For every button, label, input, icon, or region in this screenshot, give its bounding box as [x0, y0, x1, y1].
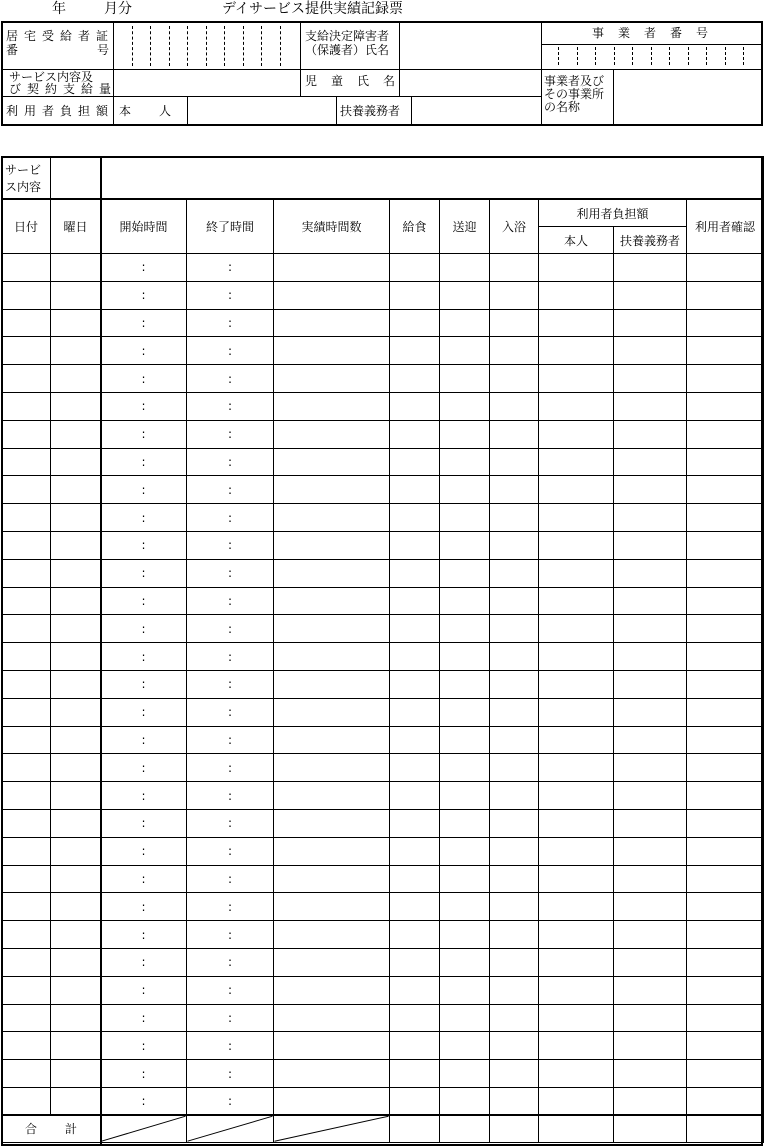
time-separator: : — [227, 760, 233, 775]
time-separator: : — [227, 482, 233, 497]
guardian-name-label-2: （保護者）氏名 — [305, 43, 390, 57]
time-separator: : — [141, 760, 146, 775]
col-end-time: 終了時間 — [187, 200, 274, 254]
time-separator: : — [141, 621, 146, 636]
time-separator: : — [141, 705, 146, 720]
col-burden-supporter: 扶養義務者 — [614, 227, 687, 254]
diagonal-slash — [102, 1116, 186, 1141]
time-separator: : — [227, 649, 233, 664]
diagonal-slash — [188, 1116, 273, 1141]
time-separator: : — [141, 288, 146, 303]
time-separator: : — [227, 621, 233, 636]
recipient-number-label-ban: 番 — [6, 43, 19, 57]
time-separator: : — [141, 566, 146, 581]
time-separator: : — [227, 788, 233, 803]
time-separator: : — [141, 538, 146, 553]
service-content-label: サービス内容及 — [9, 70, 94, 84]
time-separator: : — [141, 927, 146, 942]
time-separator: : — [141, 454, 146, 469]
provider-name-label-3: の名称 — [544, 100, 581, 114]
time-separator: : — [227, 1010, 233, 1025]
time-separator: : — [227, 927, 233, 942]
service-content-header: サービス内容 — [2, 157, 51, 200]
recipient-number-label-go: 号 — [97, 43, 110, 57]
time-separator: : — [141, 260, 146, 275]
time-separator: : — [227, 260, 233, 275]
burden-label: 利用者負担額 — [6, 104, 115, 118]
guardian-name-label: 支給決定障害者 — [305, 29, 390, 43]
provider-number-label: 事業者番号 — [592, 26, 723, 40]
time-separator: : — [141, 844, 146, 859]
time-separator: : — [227, 399, 233, 414]
time-separator: : — [141, 371, 146, 386]
time-separator: : — [227, 315, 233, 330]
time-separator: : — [141, 816, 146, 831]
time-separator: : — [141, 593, 146, 608]
provider-name-label-2: その事業所 — [544, 87, 605, 101]
time-separator: : — [227, 1038, 233, 1053]
time-separator: : — [227, 705, 233, 720]
form-title: デイサービス提供実績記録票 — [222, 1, 404, 17]
time-separator: : — [227, 955, 233, 970]
time-separator: : — [141, 732, 146, 747]
time-separator: : — [141, 1038, 146, 1053]
time-separator: : — [227, 343, 233, 358]
year-label: 年 — [52, 1, 66, 17]
time-separator: : — [227, 677, 233, 692]
time-separator: : — [227, 1094, 233, 1109]
time-separator: : — [141, 899, 146, 914]
time-separator: : — [141, 649, 146, 664]
col-bath: 入浴 — [490, 200, 539, 254]
time-separator: : — [227, 593, 233, 608]
time-separator: : — [141, 343, 146, 358]
col-transport: 送迎 — [440, 200, 490, 254]
time-separator: : — [227, 427, 233, 442]
time-separator: : — [227, 983, 233, 998]
time-separator: : — [227, 566, 233, 581]
time-separator: : — [141, 510, 146, 525]
time-separator: : — [227, 371, 233, 386]
col-weekday: 曜日 — [51, 200, 101, 254]
recipient-number-label: 居宅受給者証 — [6, 29, 115, 43]
time-separator: : — [227, 454, 233, 469]
col-burden: 利用者負担額 — [539, 200, 687, 227]
time-separator: : — [141, 1094, 146, 1109]
col-date: 日付 — [2, 200, 51, 254]
col-user-confirm: 利用者確認 — [687, 200, 764, 254]
month-label: 月分 — [104, 1, 132, 17]
time-separator: : — [141, 1066, 146, 1081]
time-separator: : — [227, 288, 233, 303]
provider-name-label-1: 事業者及び — [544, 74, 605, 88]
time-separator: : — [227, 899, 233, 914]
col-meal: 給食 — [390, 200, 440, 254]
time-separator: : — [141, 955, 146, 970]
col-actual-hours: 実績時間数 — [274, 200, 390, 254]
diagonal-slash — [275, 1116, 389, 1141]
time-separator: : — [141, 677, 146, 692]
time-separator: : — [141, 315, 146, 330]
time-separator: : — [227, 871, 233, 886]
time-separator: : — [141, 427, 146, 442]
time-separator: : — [141, 871, 146, 886]
time-separator: : — [227, 816, 233, 831]
time-separator: : — [227, 538, 233, 553]
service-content-label-2: び契約支給量 — [9, 82, 118, 96]
col-burden-self: 本人 — [539, 227, 614, 254]
col-start-time: 開始時間 — [101, 200, 187, 254]
time-separator: : — [141, 983, 146, 998]
child-name-label: 児童氏名 — [305, 74, 410, 88]
time-separator: : — [227, 732, 233, 747]
time-separator: : — [141, 399, 146, 414]
time-separator: : — [141, 1010, 146, 1025]
time-separator: : — [141, 482, 146, 497]
time-separator: : — [227, 510, 233, 525]
time-separator: : — [141, 788, 146, 803]
supporter-label: 扶養義務者 — [340, 104, 401, 118]
self-label: 本人 — [119, 104, 200, 118]
total-label-b: 計 — [65, 1122, 78, 1137]
time-separator: : — [227, 1066, 233, 1081]
total-label-a: 合 — [24, 1122, 37, 1137]
time-separator: : — [227, 844, 233, 859]
